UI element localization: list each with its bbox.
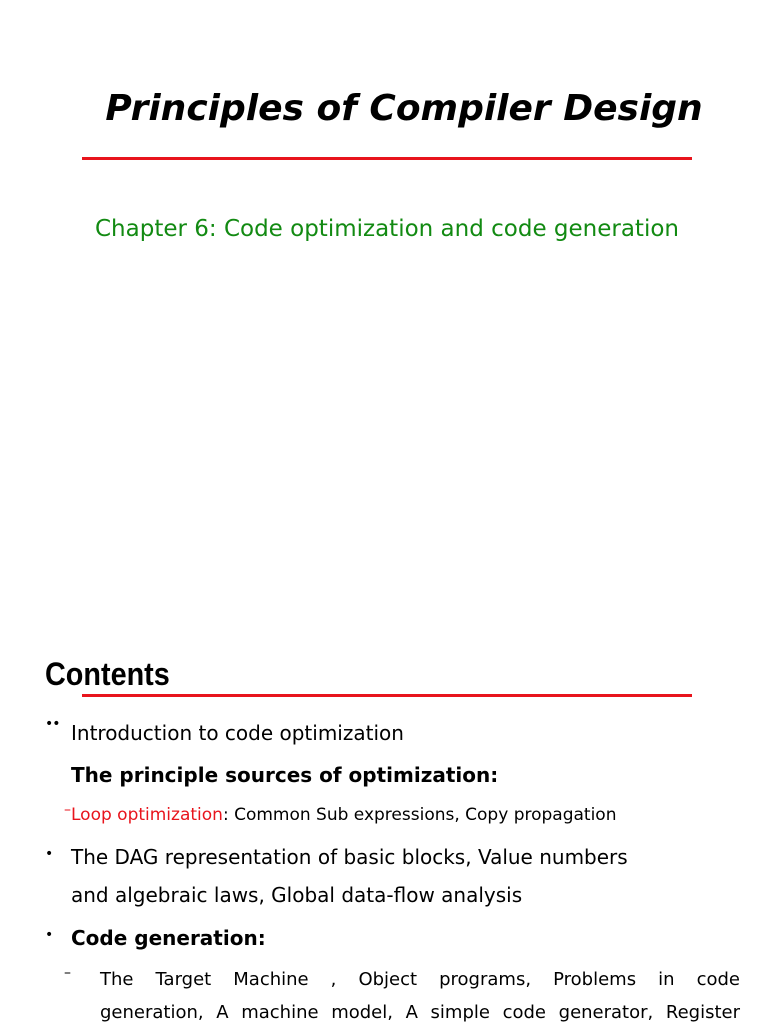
dash: –	[64, 965, 71, 981]
list-item-text	[71, 800, 616, 830]
slide-title: Principles of Compiler Design	[105, 88, 703, 129]
list-item-heading: The principle sources of optimization:	[71, 763, 499, 787]
list-item-text-line1: The DAG representation of basic blocks, Value numbers	[71, 845, 628, 869]
dash: –	[64, 802, 71, 818]
list-item-text: Introduction to code optimization	[71, 721, 404, 745]
list-item-text-line2: generation, A machine model, A simple code generator, Register	[100, 1002, 740, 1023]
bullet: •	[45, 846, 54, 862]
bullet: •	[45, 927, 54, 943]
contents-heading: Contents	[45, 656, 170, 692]
list-item-text-line1: The Target Machine , Object programs, Problems in code	[100, 969, 740, 990]
list-item-rest: : Common Sub expressions, Copy propagation	[222, 805, 617, 825]
list-item-heading: Code generation:	[71, 926, 266, 950]
slide-subtitle: Chapter 6: Code optimization and code generation	[94, 216, 679, 242]
title-underline	[82, 157, 692, 160]
bullet: ••	[45, 716, 60, 732]
loop-optimization-highlight: Loop optimization	[71, 805, 223, 825]
contents-underline	[82, 694, 692, 697]
list-item-text-line2: and algebraic laws, Global data-flow analysis	[71, 883, 523, 907]
